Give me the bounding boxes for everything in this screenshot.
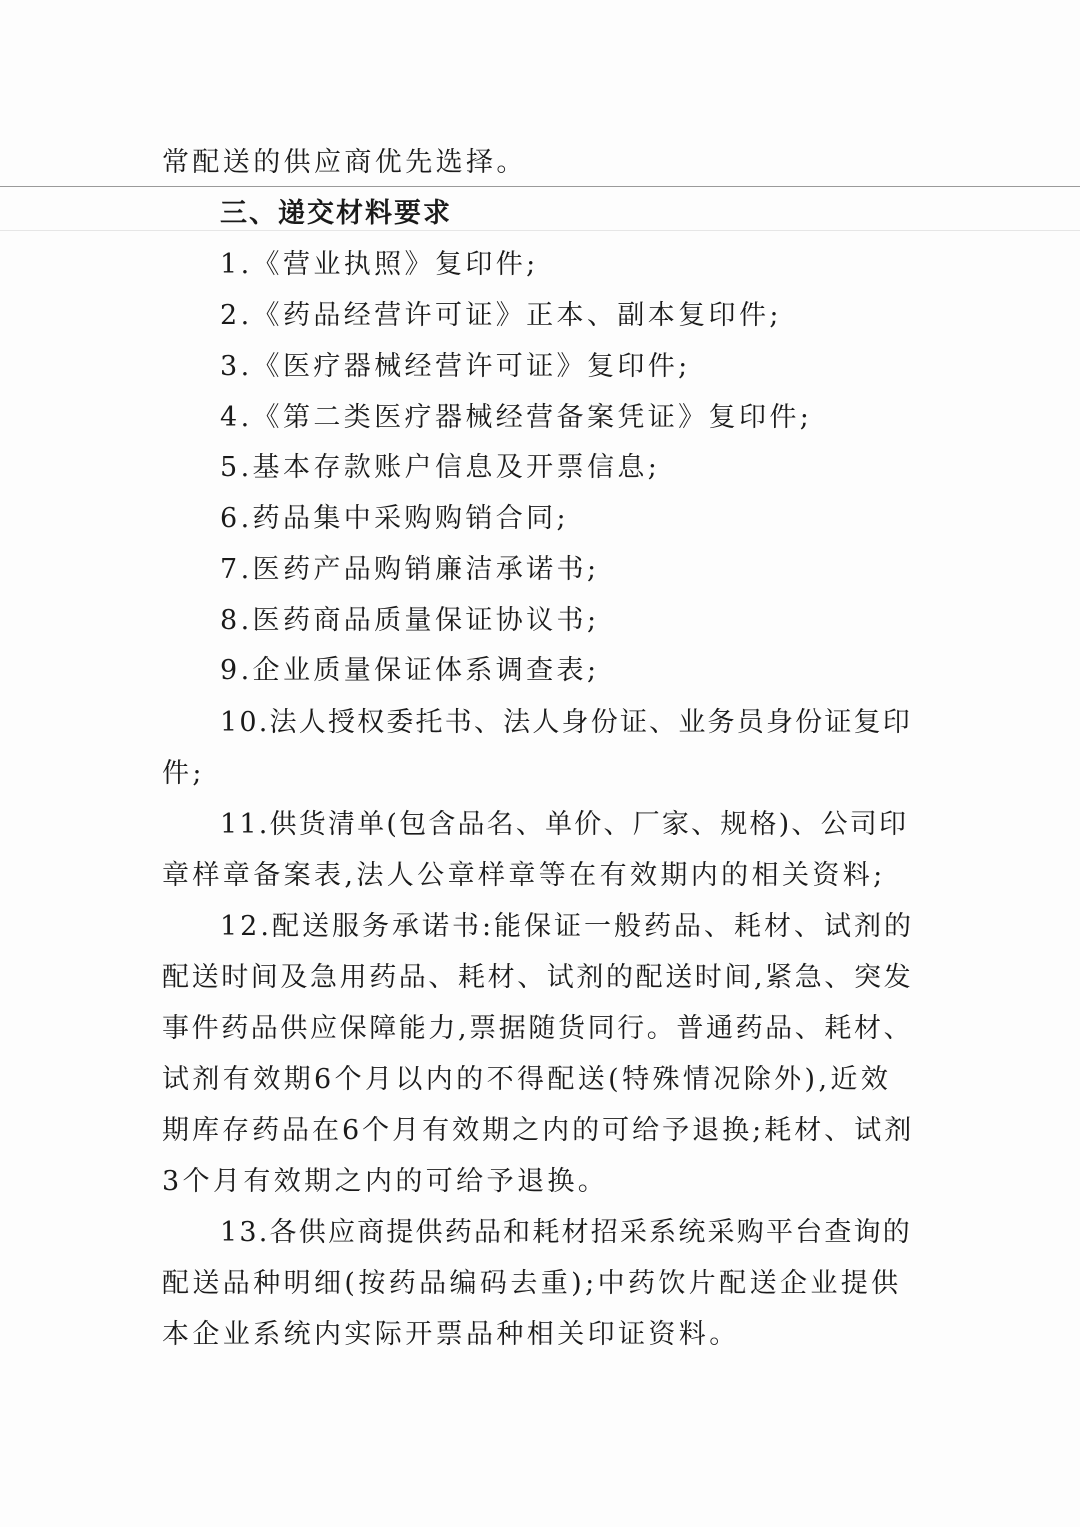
list-item-6: 6.药品集中采购购销合同;: [220, 503, 570, 534]
list-item-3: 3.《医疗器械经营许可证》复印件;: [220, 351, 691, 382]
list-item-12-line-2: 配送时间及急用药品、耗材、试剂的配送时间,紧急、突发: [162, 962, 914, 993]
scan-faint-line: [0, 230, 1080, 231]
list-item-4: 4.《第二类医疗器械经营备案凭证》复印件;: [220, 402, 813, 433]
list-item-11: 11.供货清单(包含品名、单价、厂家、规格)、公司印: [220, 809, 909, 840]
list-item-10-continued: 件;: [162, 758, 205, 789]
list-item-12-line-5: 期库存药品在6个月有效期之内的可给予退换;耗材、试剂: [162, 1115, 915, 1146]
scan-divider-line: [0, 186, 1080, 187]
list-item-12-line-4: 试剂有效期6个月以内的不得配送(特殊情况除外),近效: [162, 1064, 892, 1095]
paragraph-continuation: 常配送的供应商优先选择。: [162, 147, 527, 178]
list-item-11-continued: 章样章备案表,法人公章样章等在有效期内的相关资料;: [162, 860, 886, 891]
list-item-7: 7.医药产品购销廉洁承诺书;: [220, 554, 600, 585]
section-heading: 三、递交材料要求: [220, 198, 452, 229]
list-item-5: 5.基本存款账户信息及开票信息;: [220, 452, 661, 483]
list-item-2: 2.《药品经营许可证》正本、副本复印件;: [220, 300, 782, 331]
list-item-12: 12.配送服务承诺书:能保证一般药品、耗材、试剂的: [220, 911, 915, 942]
list-item-1: 1.《营业执照》复印件;: [220, 249, 539, 280]
list-item-13-line-3: 本企业系统内实际开票品种相关印证资料。: [162, 1319, 740, 1350]
list-item-9: 9.企业质量保证体系调查表;: [220, 655, 600, 686]
list-item-12-line-6: 3个月有效期之内的可给予退换。: [162, 1166, 609, 1197]
list-item-10: 10.法人授权委托书、法人身份证、业务员身份证复印: [220, 707, 912, 738]
list-item-13-line-2: 配送品种明细(按药品编码去重);中药饮片配送企业提供: [162, 1268, 902, 1299]
list-item-8: 8.医药商品质量保证协议书;: [220, 605, 600, 636]
list-item-12-line-3: 事件药品供应保障能力,票据随货同行。普通药品、耗材、: [162, 1013, 914, 1044]
list-item-13: 13.各供应商提供药品和耗材招采系统采购平台查询的: [220, 1217, 912, 1248]
